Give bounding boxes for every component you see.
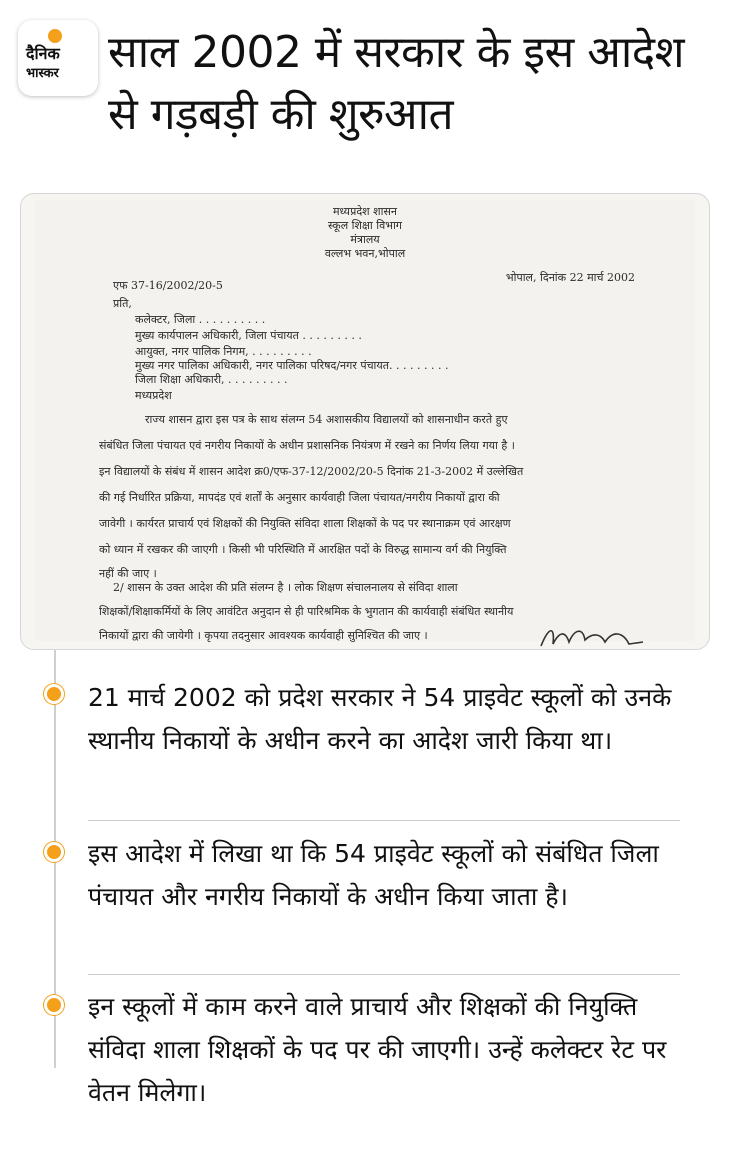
doc-addressee: जिला शिक्षा अधिकारी, . . . . . . . . . bbox=[135, 373, 288, 386]
doc-body-line: की गई निर्धारित प्रक्रिया, मापदंड एवं शर्तों के अनुसार कार्यवाही जिला पंचायत/नगरीय निकायों द्वारा की bbox=[99, 491, 500, 504]
divider bbox=[88, 974, 680, 975]
bullet-dot-icon bbox=[44, 842, 64, 862]
doc-prati: प्रति, bbox=[113, 297, 132, 310]
government-order-image bbox=[20, 193, 710, 650]
doc-place-date: भोपाल, दिनांक 22 मार्च 2002 bbox=[505, 271, 635, 284]
doc-body-line: जावेगी । कार्यरत प्राचार्य एवं शिक्षकों की नियुक्ति संविदा शाला शिक्षकों के पद पर स्थानाक्रम एवं आरक्षण bbox=[99, 517, 511, 530]
doc-body-line: राज्य शासन द्वारा इस पत्र के साथ संलग्न 54 अशासकीय विद्यालयों को शासनाधीन करते हुए bbox=[145, 413, 508, 426]
signature-icon bbox=[539, 622, 649, 650]
doc-addressee: मुख्य कार्यपालन अधिकारी, जिला पंचायत . . . . . . . . . bbox=[135, 329, 362, 342]
doc-header-line: वल्लभ भवन,भोपाल bbox=[324, 247, 406, 260]
point-2: इस आदेश में लिखा था कि 54 प्राइवेट स्कूलों को संबंधित जिला पंचायत और नगरीय निकायों के अधीन किया जाता है। bbox=[88, 839, 659, 911]
doc-body-line: शिक्षकों/शिक्षाकर्मियों के लिए आवंटित अनुदान से ही पारिश्रमिक के भुगतान की कार्यवाही संबंधित स्थानीय bbox=[99, 605, 514, 618]
divider bbox=[88, 820, 680, 821]
headline: साल 2002 में सरकार के इस आदेश से गड़बड़ी की शुरुआत bbox=[108, 27, 684, 140]
doc-body-line: 2/ शासन के उक्त आदेश की प्रति संलग्न है । लोक शिक्षण संचालनालय से संविदा शाला bbox=[113, 581, 458, 594]
doc-addressee: आयुक्त, नगर पालिक निगम, . . . . . . . . . bbox=[135, 345, 312, 358]
brand-line-1: दैनिक bbox=[26, 44, 60, 63]
doc-body-line: इन विद्यालयों के संबंध में शासन आदेश क्र0/एफ-37-12/2002/20-5 दिनांक 21-3-2002 में उल्लेखित bbox=[99, 465, 524, 478]
doc-header-line: मध्यप्रदेश शासन bbox=[332, 205, 398, 218]
doc-header-line: मंत्रालय bbox=[350, 233, 380, 246]
brand-logo bbox=[18, 20, 98, 96]
doc-body-line: निकायों द्वारा की जायेगी । कृपया तदनुसार आवश्यक कार्यवाही सुनिश्चित की जाए । bbox=[99, 629, 428, 642]
doc-reference: एफ 37-16/2002/20-5 bbox=[113, 279, 223, 292]
point-3: इन स्कूलों में काम करने वाले प्राचार्य और शिक्षकों की नियुक्ति संविदा शाला शिक्षकों के पद पर की जाएगी। उन्हें कलेक्टर रेट पर वेतन मिलेगा। bbox=[88, 992, 667, 1107]
point-1: 21 मार्च 2002 को प्रदेश सरकार ने 54 प्राइवेट स्कूलों को उनके स्थानीय निकायों के अधीन करने का आदेश जारी किया था। bbox=[88, 683, 672, 755]
doc-addressee: मध्यप्रदेश bbox=[135, 389, 172, 402]
doc-body-line: नहीं की जाए । bbox=[99, 567, 157, 580]
doc-body-line: संबंधित जिला पंचायत एवं नगरीय निकायों के अधीन प्रशासनिक नियंत्रण में रखने का निर्णय लिया गया है । bbox=[99, 439, 515, 452]
brand-line-2: भास्कर bbox=[26, 66, 59, 81]
doc-addressee: कलेक्टर, जिला . . . . . . . . . . bbox=[135, 313, 266, 326]
doc-header-line: स्कूल शिक्षा विभाग bbox=[328, 219, 402, 232]
doc-body-line: को ध्यान में रखकर की जाएगी । किसी भी परिस्थिति में आरक्षित पदों के विरुद्ध सामान्य वर्ग की नियुक्ति bbox=[99, 543, 507, 556]
sun-icon bbox=[48, 29, 62, 43]
bullet-dot-icon bbox=[44, 995, 64, 1015]
bullet-dot-icon bbox=[44, 684, 64, 704]
doc-addressee: मुख्य नगर पालिका अधिकारी, नगर पालिका परिषद/नगर पंचायत. . . . . . . . . bbox=[135, 359, 449, 372]
